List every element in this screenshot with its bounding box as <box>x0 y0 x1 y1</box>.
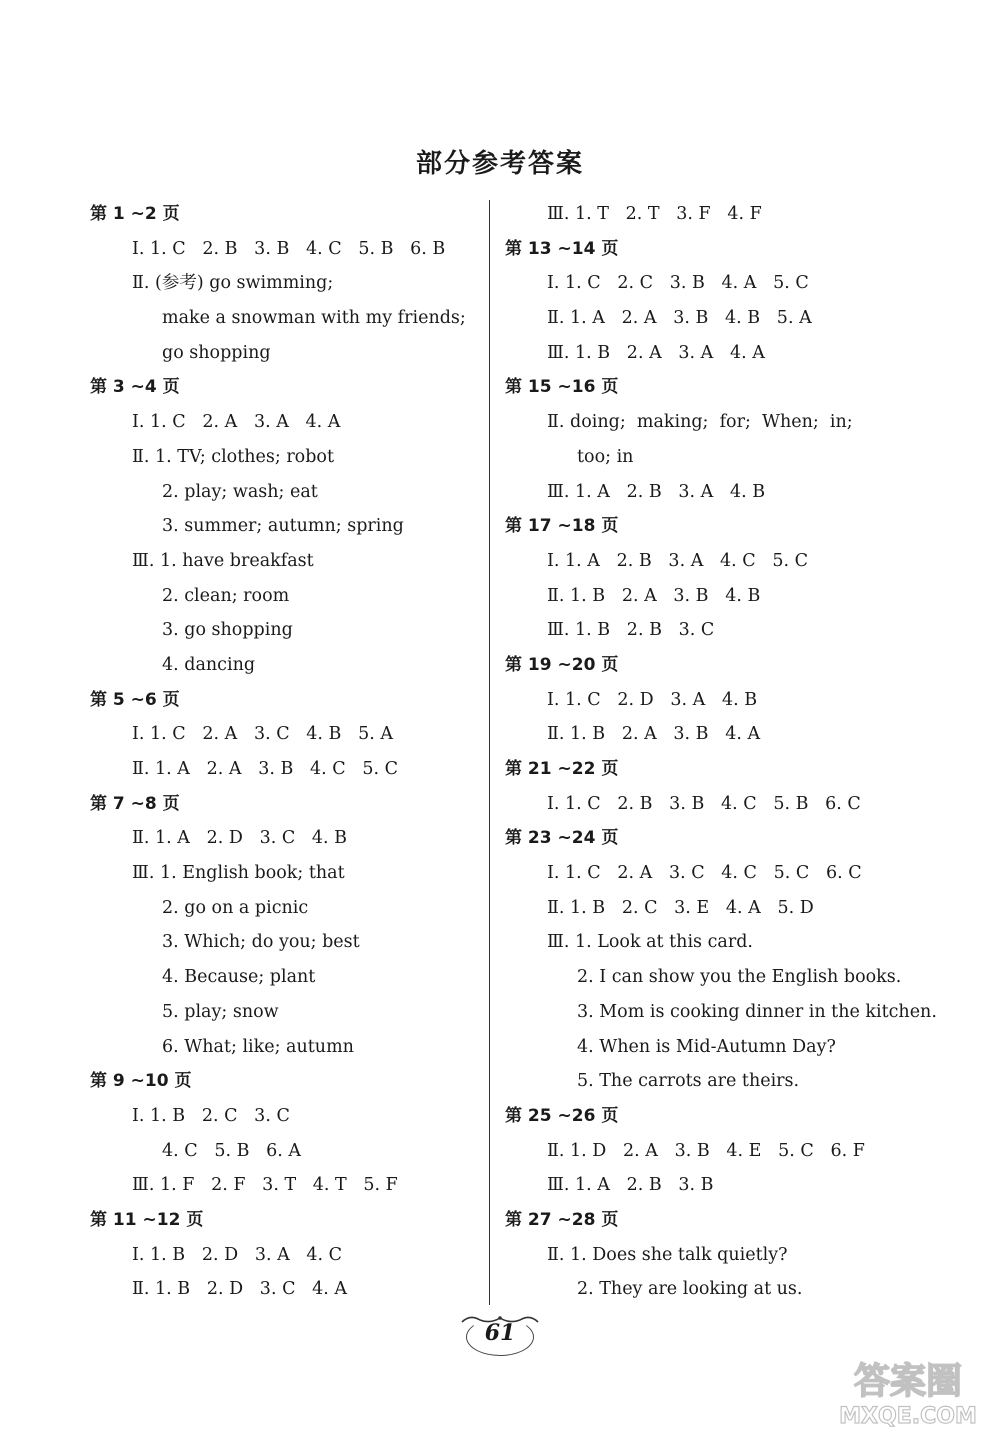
answer-line: Ⅱ. 1. A 2. D 3. C 4. B <box>132 828 348 849</box>
answer-line: Ⅲ. 1. English book; that <box>132 863 345 884</box>
answer-line: Ⅱ. 1. B 2. D 3. C 4. A <box>132 1279 348 1300</box>
section-heading: 第 23 ~24 页 <box>505 828 619 849</box>
watermark-en: MXQE.COM <box>839 1404 977 1429</box>
answer-line: Ⅰ. 1. C 2. A 3. C 4. C 5. C 6. C <box>547 863 862 884</box>
section-heading: 第 25 ~26 页 <box>505 1105 619 1126</box>
section-heading: 第 15 ~16 页 <box>505 377 619 398</box>
answer-line: 2. I can show you the English books. <box>577 967 902 988</box>
section-heading: 第 7 ~8 页 <box>90 793 180 814</box>
answer-line: Ⅱ. 1. A 2. A 3. B 4. B 5. A <box>547 308 812 329</box>
watermark-logo <box>820 1355 995 1430</box>
answer-column-left <box>90 197 485 1307</box>
answer-line: Ⅰ. 1. C 2. A 3. C 4. B 5. A <box>132 724 394 745</box>
section-heading: 第 17 ~18 页 <box>505 516 619 537</box>
section-heading: 第 9 ~10 页 <box>90 1071 192 1092</box>
answer-line: too; in <box>577 446 634 467</box>
answer-line: Ⅱ. (参考) go swimming; <box>132 273 334 294</box>
answer-line: Ⅲ. 1. A 2. B 3. A 4. B <box>547 481 766 502</box>
answer-line: Ⅱ. 1. TV; clothes; robot <box>132 446 334 467</box>
answer-line: 2. They are looking at us. <box>577 1279 803 1300</box>
answer-line: 4. dancing <box>162 654 256 675</box>
section-heading: 第 1 ~2 页 <box>90 204 180 224</box>
answer-line: 2. go on a picnic <box>162 897 309 918</box>
answer-line: Ⅲ. 1. B 2. B 3. C <box>547 620 715 641</box>
answer-line: Ⅰ. 1. B 2. D 3. A 4. C <box>132 1244 343 1265</box>
answer-line: Ⅰ. 1. A 2. B 3. A 4. C 5. C <box>547 550 809 571</box>
answer-line: Ⅲ. 1. F 2. F 3. T 4. T 5. F <box>132 1175 398 1196</box>
answer-line: Ⅰ. 1. C 2. D 3. A 4. B <box>547 689 758 710</box>
answer-line: Ⅲ. 1. T 2. T 3. F 4. F <box>547 204 762 224</box>
answer-line: 5. play; snow <box>162 1001 279 1022</box>
answer-line: 6. What; like; autumn <box>162 1036 354 1057</box>
answer-line: 2. clean; room <box>162 585 290 606</box>
answer-line: Ⅱ. 1. Does she talk quietly? <box>547 1244 788 1265</box>
answer-line: Ⅲ. 1. have breakfast <box>132 550 314 571</box>
answer-line: make a snowman with my friends; <box>162 308 466 329</box>
answer-line: Ⅱ. 1. B 2. A 3. B 4. B <box>547 585 761 606</box>
answer-column-right <box>505 197 937 1307</box>
page-number: 61 <box>484 1320 516 1346</box>
answer-line: 4. Because; plant <box>162 967 316 988</box>
answer-line: Ⅱ. 1. B 2. C 3. E 4. A 5. D <box>547 897 814 918</box>
answer-line: Ⅰ. 1. C 2. B 3. B 4. C 5. B 6. C <box>547 793 861 814</box>
answer-line: 2. play; wash; eat <box>162 481 318 502</box>
answer-line: Ⅱ. 1. A 2. A 3. B 4. C 5. C <box>132 759 398 779</box>
answer-line: Ⅰ. 1. C 2. B 3. B 4. C 5. B 6. B <box>132 238 446 259</box>
section-heading: 第 13 ~14 页 <box>505 238 619 259</box>
section-heading: 第 3 ~4 页 <box>90 377 180 398</box>
answer-line: Ⅱ. 1. B 2. A 3. B 4. A <box>547 724 761 745</box>
answer-line: Ⅱ. doing; making; for; When; in; <box>547 412 853 433</box>
column-divider <box>489 200 490 1305</box>
section-heading: 第 19 ~20 页 <box>505 654 619 675</box>
answer-line: 3. Which; do you; best <box>162 932 360 953</box>
answer-line: 4. When is Mid-Autumn Day? <box>577 1036 836 1057</box>
answer-line: Ⅰ. 1. C 2. C 3. B 4. A 5. C <box>547 273 809 294</box>
answer-line: Ⅱ. 1. D 2. A 3. B 4. E 5. C 6. F <box>547 1140 865 1161</box>
answer-line: Ⅲ. 1. A 2. B 3. B <box>547 1175 714 1196</box>
section-heading: 第 21 ~22 页 <box>505 759 619 779</box>
answer-line: 5. The carrots are theirs. <box>577 1071 800 1092</box>
answer-line: Ⅰ. 1. B 2. C 3. C <box>132 1105 290 1126</box>
answer-line: Ⅲ. 1. Look at this card. <box>547 932 753 953</box>
answer-line: Ⅲ. 1. B 2. A 3. A 4. A <box>547 342 765 363</box>
section-heading: 第 11 ~12 页 <box>90 1209 204 1230</box>
answer-line: 3. summer; autumn; spring <box>162 516 404 537</box>
answer-line: Ⅰ. 1. C 2. A 3. A 4. A <box>132 412 341 433</box>
answer-line: go shopping <box>162 342 271 363</box>
page-title: 部分参考答案 <box>415 149 584 179</box>
answer-line: 3. Mom is cooking dinner in the kitchen. <box>577 1001 937 1022</box>
watermark-cn: 答案圈 <box>853 1361 963 1402</box>
page-number-badge <box>452 1308 548 1368</box>
section-heading: 第 5 ~6 页 <box>90 689 180 710</box>
section-heading: 第 27 ~28 页 <box>505 1209 619 1230</box>
answer-line: 4. C 5. B 6. A <box>162 1140 302 1161</box>
answer-line: 3. go shopping <box>162 620 293 641</box>
